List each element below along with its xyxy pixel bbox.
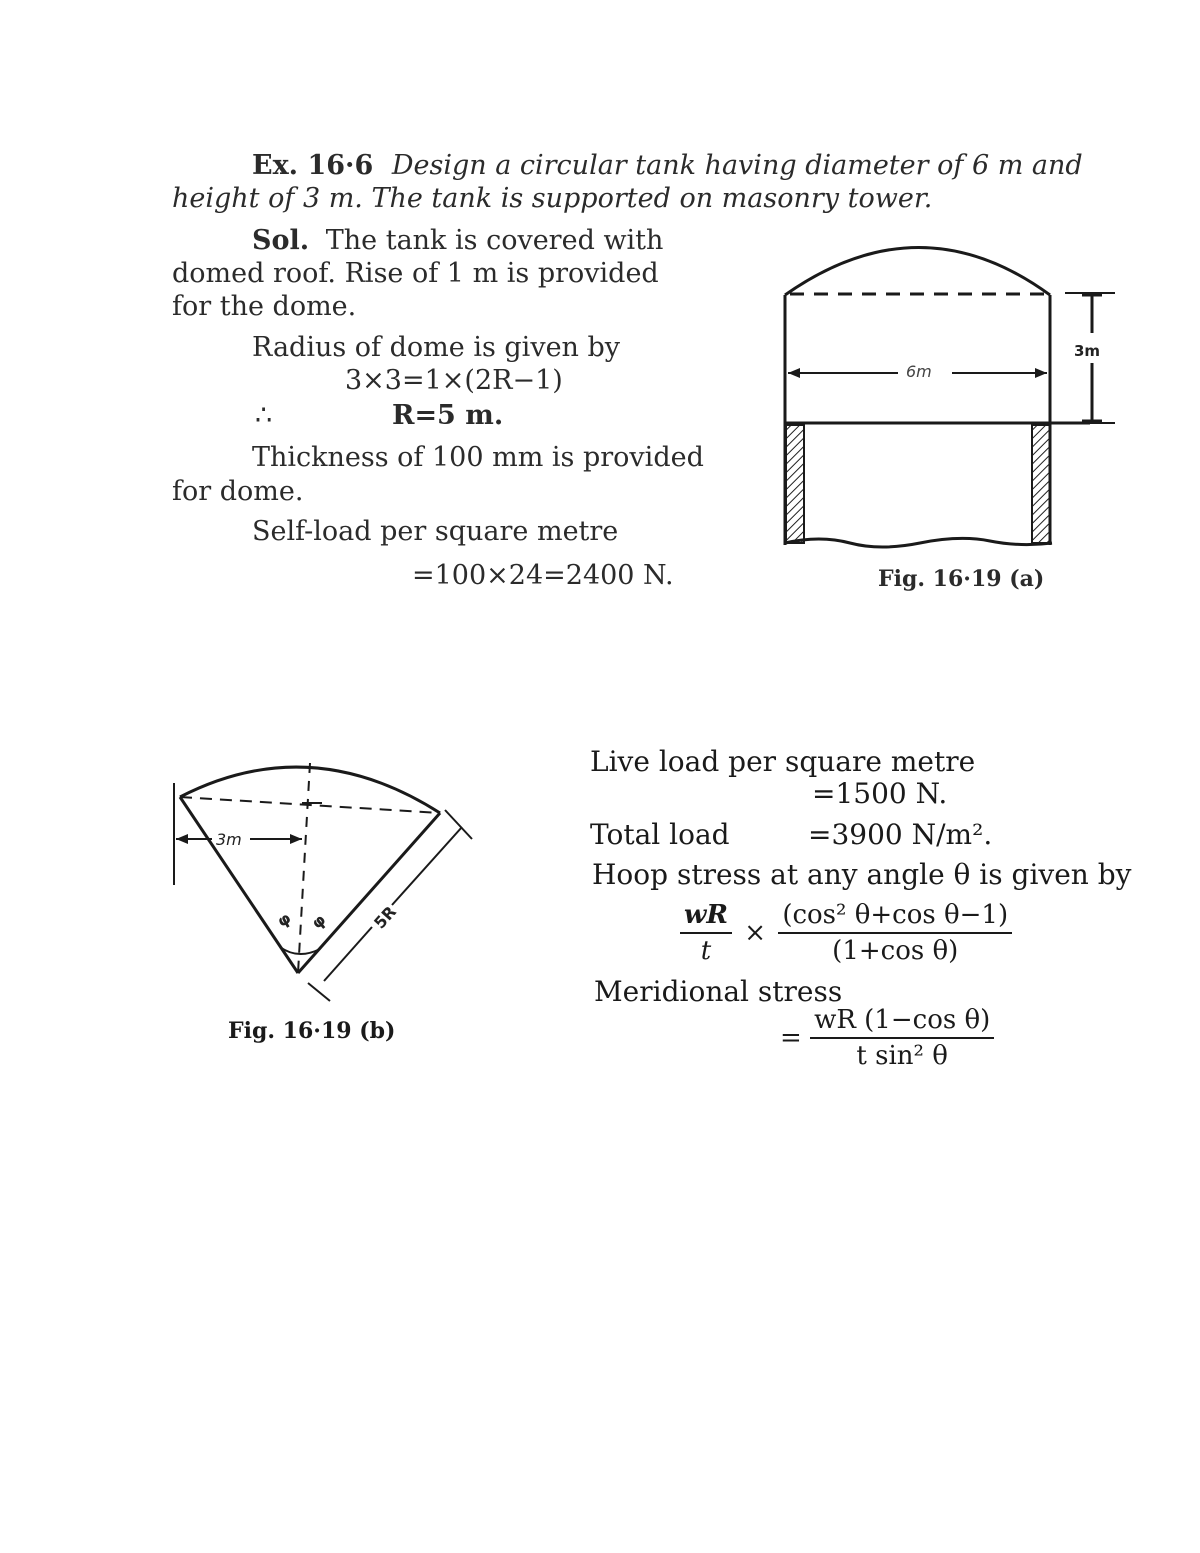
hoop-denominator-1: t [700, 936, 712, 966]
example-heading [252, 150, 1083, 181]
dome-arc [785, 248, 1050, 296]
hoop-fraction-1 [680, 900, 732, 966]
hoop-fraction-2 [778, 900, 1012, 966]
radius-intro: Radius of dome is given by [252, 332, 621, 363]
sector-arc [180, 767, 440, 813]
self-load-value: =100×24=2400 N. [412, 560, 674, 591]
solution-line3: for the dome. [172, 291, 357, 322]
example-number: Ex. 16·6 [252, 150, 374, 181]
radius-dimension-line [392, 827, 462, 905]
total-load-label: Total load [590, 818, 730, 851]
figure-a-tank-diagram [770, 225, 1150, 555]
hoop-times: × [744, 918, 767, 948]
radius-dimension-label: 5R [370, 902, 400, 933]
hoop-numerator-1: wR [680, 900, 732, 934]
angle-label-right: φ [307, 909, 330, 933]
sector-chord [180, 797, 440, 813]
figure-a-caption: Fig. 16·19 (a) [878, 566, 1045, 592]
central-axis [298, 763, 310, 973]
solution-line2: domed roof. Rise of 1 m is provided [172, 258, 659, 289]
solution-label: Sol. [252, 225, 310, 256]
half-span-label: 3m [216, 830, 242, 849]
width-dimension-label: 6m [906, 362, 932, 381]
self-load-label: Self-load per square metre [252, 516, 619, 547]
thickness-line2: for dome. [172, 476, 304, 507]
meridional-fraction [810, 1005, 994, 1071]
therefore-symbol: ∴ [255, 400, 273, 431]
hoop-stress-formula [680, 900, 1012, 966]
hoop-numerator-2: (cos² θ+cos θ−1) [778, 900, 1012, 934]
live-load-label: Live load per square metre [590, 745, 976, 778]
example-statement-line1: Design a circular tank having diameter of 6 m and [391, 150, 1083, 181]
radius-result: R=5 m. [392, 400, 504, 431]
meridional-numerator: wR (1−cos θ) [810, 1005, 994, 1039]
tower-pier-right [1032, 425, 1050, 543]
example-statement-line2: height of 3 m. The tank is supported on masonry tower. [172, 183, 933, 214]
meridional-stress-label: Meridional stress [594, 975, 843, 1008]
angle-label-left: φ [273, 908, 295, 931]
height-dimension-label: 3m [1074, 342, 1101, 360]
figure-b-dome-sector [160, 755, 490, 1010]
tower-pier-left [786, 425, 804, 543]
break-line [785, 538, 1052, 547]
figure-b-caption: Fig. 16·19 (b) [228, 1018, 396, 1044]
total-load-value: =3900 N/m². [808, 818, 993, 851]
meridional-equals: = [780, 1023, 802, 1053]
meridional-denominator: t sin² θ [856, 1041, 948, 1071]
radius-equation: 3×3=1×(2R−1) [345, 365, 563, 396]
solution-line1 [252, 225, 663, 256]
thickness-line1: Thickness of 100 mm is provided [252, 442, 704, 473]
solution-text-1: The tank is covered with [325, 225, 664, 256]
hoop-denominator-2: (1+cos θ) [832, 936, 959, 966]
hoop-stress-intro: Hoop stress at any angle θ is given by [592, 858, 1132, 891]
meridional-stress-formula [780, 1005, 994, 1071]
live-load-value: =1500 N. [812, 777, 948, 810]
